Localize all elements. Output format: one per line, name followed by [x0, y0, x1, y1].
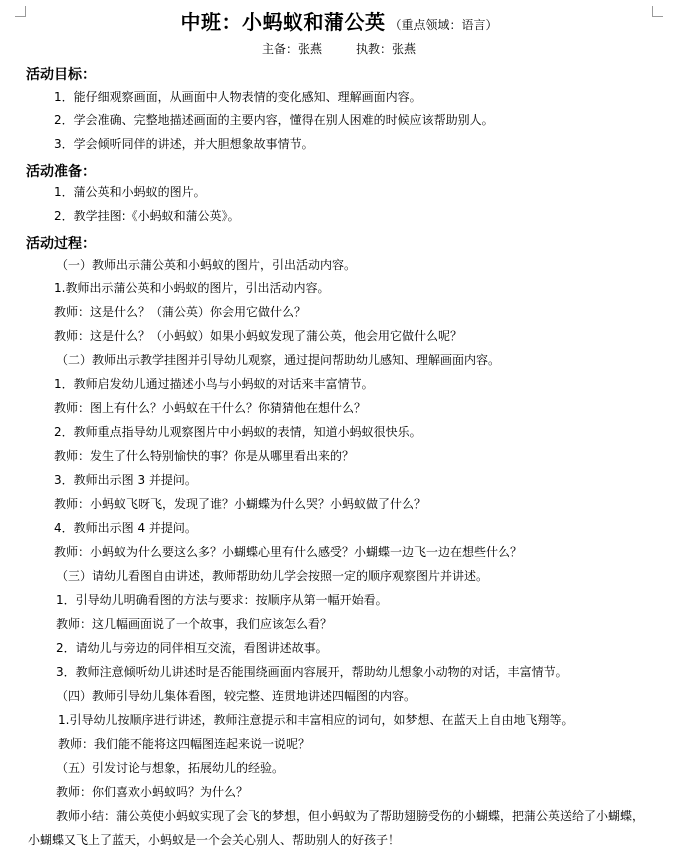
- process-line: 2．请幼儿与旁边的同伴相互交流，看图讲述故事。: [56, 641, 328, 655]
- teacher-question: 教师：你们喜欢小蚂蚁吗？为什么？: [56, 785, 249, 799]
- author-teacher: 执教：张燕: [356, 42, 417, 56]
- process-line: 1.引导幼儿按顺序进行讲述，教师注意提示和丰富相应的词句，如梦想、在蓝天上自由地飞翔等。: [58, 713, 574, 727]
- teacher-question: 教师：这几幅画面说了一个故事，我们应该怎么看？: [56, 617, 333, 631]
- process-line: 2．教师重点指导幼儿观察图片中小蚂蚁的表情，知道小蚂蚁很快乐。: [54, 425, 422, 439]
- focus-area-note: （重点领域：语言）: [389, 18, 498, 32]
- teacher-question: 教师：发生了什么特别愉快的事？你是从哪里看出来的？: [54, 449, 355, 463]
- process-line: 1．教师启发幼儿通过描述小鸟与小蚂蚁的对话来丰富情节。: [54, 377, 374, 391]
- teacher-summary: 教师小结：蒲公英使小蚂蚁实现了会飞的梦想，但小蚂蚁为了帮助翅膀受伤的小蝴蝶，把蒲公英送给了小蝴蝶，: [56, 809, 645, 823]
- teacher-question: 教师：图上有什么？小蚂蚁在干什么？你猜猜他在想什么？: [54, 401, 367, 415]
- document-title: 中班：小蚂蚁和蒲公英: [180, 10, 386, 34]
- process-line: 3．教师注意倾听幼儿讲述时是否能围绕画面内容展开，帮助幼儿想象小动物的对话，丰富情节。: [56, 665, 568, 679]
- goal-item: 2．学会准确、完整地描述画面的主要内容，懂得在别人困难的时候应该帮助别人。: [54, 113, 494, 127]
- process-step-heading: （二）教师出示教学挂图并引导幼儿观察，通过提问帮助幼儿感知、理解画面内容。: [56, 353, 501, 367]
- section-heading-process: 活动过程：: [26, 236, 96, 252]
- process-line: 4．教师出示图 4 并提问。: [54, 521, 197, 535]
- goal-item: 3．学会倾听同伴的讲述，并大胆想象故事情节。: [54, 137, 314, 151]
- process-step-heading: （三）请幼儿看图自由讲述，教师帮助幼儿学会按照一定的顺序观察图片并讲述。: [56, 569, 489, 583]
- teacher-question: 教师：我们能不能将这四幅图连起来说一说呢？: [58, 737, 311, 751]
- teacher-question: 教师：这是什么？（小蚂蚁）如果小蚂蚁发现了蒲公英，他会用它做什么呢？: [54, 329, 463, 343]
- process-line: 3．教师出示图 3 并提问。: [54, 473, 197, 487]
- authors-line: [0, 40, 678, 57]
- teacher-question: 教师：小蚂蚁飞呀飞，发现了谁？小蝴蝶为什么哭？小蚂蚁做了什么？: [54, 497, 427, 511]
- prep-item: 2．教学挂图:《小蚂蚁和蒲公英》。: [54, 209, 240, 223]
- section-heading-goals: 活动目标：: [26, 67, 96, 83]
- teacher-summary-continued: 小蝴蝶又飞上了蓝天，小蚂蚁是一个会关心别人、帮助别人的好孩子！: [28, 833, 401, 847]
- process-step-heading: （一）教师出示蒲公英和小蚂蚁的图片，引出活动内容。: [56, 258, 357, 272]
- title-line: [0, 6, 678, 35]
- goal-item: 1．能仔细观察画面，从画面中人物表情的变化感知、理解画面内容。: [54, 90, 422, 104]
- section-heading-prep: 活动准备：: [26, 164, 96, 180]
- process-line: 1．引导幼儿明确看图的方法与要求：按顺序从第一幅开始看。: [56, 593, 388, 607]
- teacher-question: 教师：小蚂蚁为什么要这么多？小蝴蝶心里有什么感受？小蝴蝶一边飞一边在想些什么？: [54, 545, 523, 559]
- teacher-question: 教师：这是什么？（蒲公英）你会用它做什么？: [54, 305, 307, 319]
- author-host: 主备：张燕: [261, 42, 322, 56]
- process-step-heading: （五）引发讨论与想象，拓展幼儿的经验。: [56, 761, 285, 775]
- process-step-heading: （四）教师引导幼儿集体看图，较完整、连贯地讲述四幅图的内容。: [56, 689, 417, 703]
- prep-item: 1．蒲公英和小蚂蚁的图片。: [54, 185, 206, 199]
- process-line: 1.教师出示蒲公英和小蚂蚁的图片，引出活动内容。: [54, 281, 330, 295]
